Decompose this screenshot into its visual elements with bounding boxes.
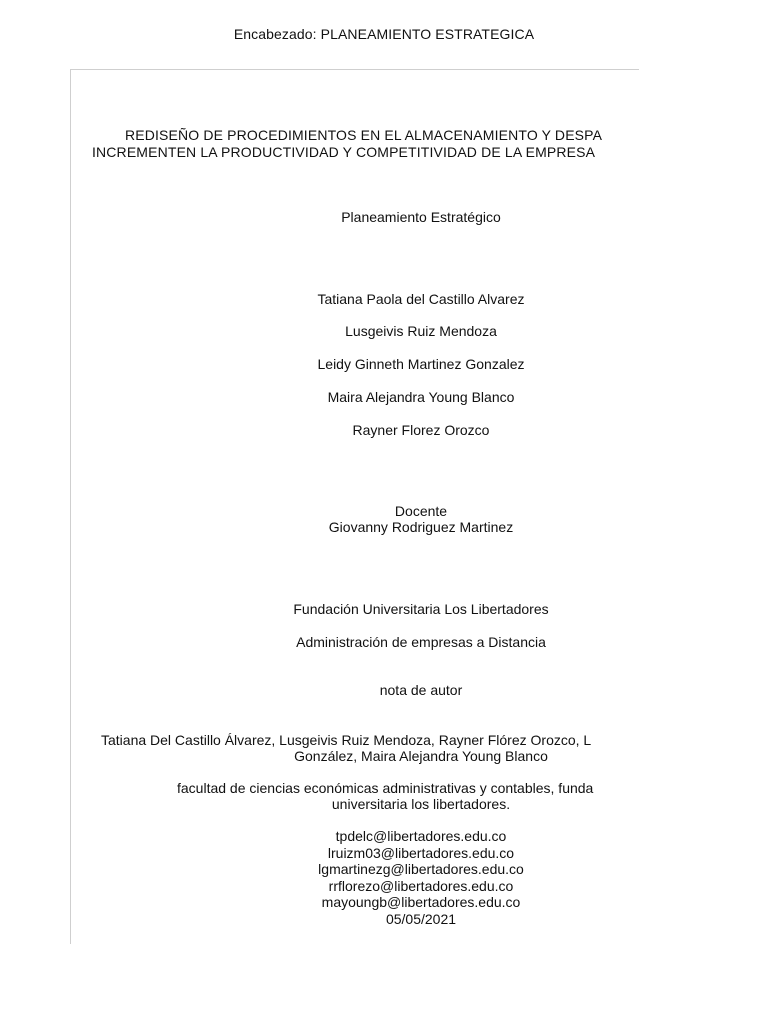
author-note-line-2: González, Maira Alejandra Young Blanco (294, 748, 548, 764)
author-name: Leidy Ginneth Martinez Gonzalez (317, 356, 525, 372)
faculty-line-1: facultad de ciencias económicas administrativas y contables, funda (177, 780, 594, 796)
author-note-line-1: Tatiana Del Castillo Álvarez, Lusgeivis Ruiz Mendoza, Rayner Flórez Orozco, L (101, 732, 592, 748)
email-text: lruizm03@libertadores.edu.co (327, 845, 515, 861)
title-line-2: INCREMENTEN LA PRODUCTIVIDAD Y COMPETITIVIDAD DE LA EMPRESA (92, 144, 596, 160)
email-text: lgmartinezg@libertadores.edu.co (318, 861, 524, 877)
email-text: mayoungb@libertadores.edu.co (321, 894, 521, 910)
page-header: Encabezado: PLANEAMIENTO ESTRATEGICA (233, 26, 535, 42)
institution-name: Fundación Universitaria Los Libertadores (293, 601, 549, 617)
author-name: Maira Alejandra Young Blanco (327, 389, 515, 405)
author-name: Tatiana Paola del Castillo Alvarez (317, 291, 525, 307)
document-page (70, 69, 639, 944)
subject-text: Planeamiento Estratégico (341, 209, 501, 225)
email-text: rrflorezo@libertadores.edu.co (328, 878, 514, 894)
faculty-line-2: universitaria los libertadores. (331, 796, 511, 812)
teacher-label: Docente (394, 503, 448, 519)
title-line-1: REDISEÑO DE PROCEDIMIENTOS EN EL ALMACENAMIENTO Y DESPA (125, 127, 603, 143)
date-text: 05/05/2021 (385, 911, 457, 927)
author-name: Lusgeivis Ruiz Mendoza (345, 323, 497, 339)
author-name: Rayner Florez Orozco (352, 422, 490, 438)
author-note-label: nota de autor (379, 682, 463, 698)
program-name: Administración de empresas a Distancia (296, 634, 546, 650)
teacher-name: Giovanny Rodriguez Martinez (328, 519, 514, 535)
email-text: tpdelc@libertadores.edu.co (335, 828, 507, 844)
